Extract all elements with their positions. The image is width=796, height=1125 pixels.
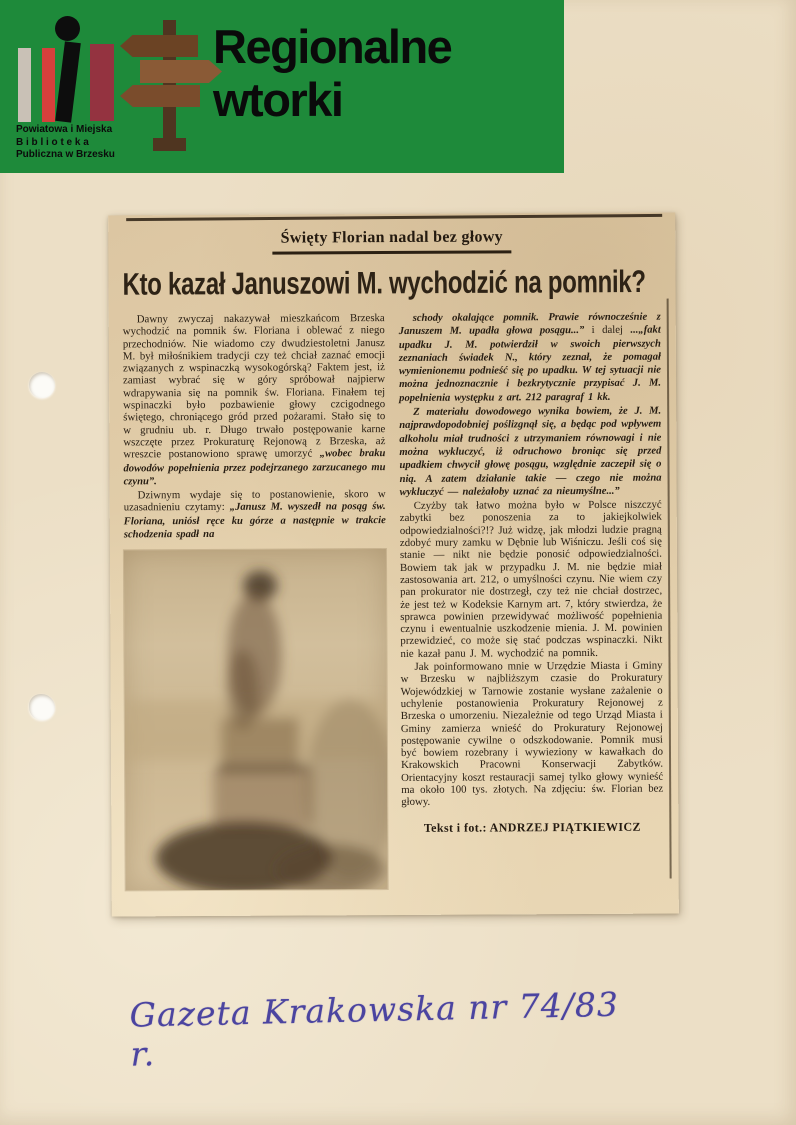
headless-statue-graphic (124, 549, 388, 890)
paragraph-segment: Dawny zwyczaj nakazywał mieszkańcom Brzeska wychodzić na pomnik św. Floriana i oblewać z niego przechodniów. Nie wiadomo czy dwudziestoletni Janusz M. był miłośnikiem tradycji czy też chciał zaznać emocji związanych z wspinaczką wysokogórską? Faktem jest, iż zamiast wybrać się w góry spróbował najpierw wdrapywania się na pomnik św. Floriana. Finałem tej wspinaczki było pozbawienie głowy czcigodnego świętego, chroniącego gród przed pożarami. Stało się to w grudniu ub. r. Długo trwało postępowanie karne wszczęte przez Prokuraturę Rejonową z Brzeska, aż wreszcie postanowiono sprawę umorzyć (122, 312, 386, 461)
banner-title (213, 20, 451, 126)
article-column-right (399, 311, 664, 890)
library-name-line1: Powiatowa i Miejska (16, 124, 113, 135)
column-divider-rule (667, 299, 672, 879)
paragraph-segment: ...„fakt upadku J. M. potwierdził w swoich pierwszych zeznaniach świadek N., który zeznał, że pomagał wymienionemu podnieść się po upadku. W tej sytuacji nie można jednoznacznie i bezkrytycznie przypisać J. M. popełnienia występku z art. 212 paragraf 1 kk. (398, 324, 662, 404)
left-column-text (123, 312, 386, 542)
monument-photo (124, 549, 388, 890)
book-bar-red (42, 48, 55, 122)
clipping-top-rule (126, 214, 662, 221)
article-columns (123, 311, 665, 891)
banner-title-line1: Regionalne (213, 20, 452, 73)
signpost-arrow-left-top (120, 35, 198, 57)
punch-hole-top (29, 372, 55, 398)
article-paragraph (399, 405, 661, 499)
punch-hole-bottom (29, 694, 55, 720)
kicker-row (108, 228, 675, 256)
article-kicker: Święty Florian nadal bez głowy (273, 228, 511, 254)
header-banner (0, 0, 564, 173)
library-name-line2: B i b l i o t e k a (16, 136, 89, 148)
book-bar-dot (55, 16, 80, 41)
paragraph-segment: „wobec braku dowodów popełnienia przez podejrzanego zarzucanego mu czynu”. (123, 448, 386, 488)
handwritten-note: Gazeta Krakowska nr 74/83 r. (129, 984, 620, 1074)
article-paragraph (399, 311, 661, 405)
article-paragraph (400, 499, 663, 660)
paragraph-segment: Dziwnym wydaje się to postanowienie, skoro w uzasadnieniu czytamy: (123, 488, 386, 514)
signpost-base (153, 138, 186, 151)
library-name-line3: Publiczna w Brzesku (16, 149, 115, 160)
article-paragraph (124, 488, 386, 542)
book-bar-black (55, 41, 81, 122)
paragraph-segment: Z materiału dowodowego wynika bowiem, że J. M. najprawdopodobniej poślizgnął się, a będąc pod wpływem alkoholu miał trudności z utrzymaniem równowagi i nie można wykluczyć, iż odruchowo broniąc się przed upadkiem chwycił głowę posągu, względnie zaczepił się o nią. A zatem działanie takie — czego nie można wykluczyć — należałoby uznać za nieumyślne...” (399, 405, 662, 498)
signpost-arrow-right-mid (140, 60, 222, 83)
article-column-left (123, 312, 388, 891)
right-column-text (399, 311, 664, 809)
article-paragraph (123, 312, 386, 489)
paragraph-segment: schody okalające pomnik. Prawie równocześnie z Januszem M. upadła głowa posągu...” (398, 311, 661, 338)
credit-line: Tekst i fot.: ANDRZEJ PIĄTKIEWICZ (423, 819, 641, 835)
signpost-icon (118, 20, 226, 158)
book-bar-maroon (90, 44, 114, 121)
book-bar-gray (18, 48, 31, 122)
article-headline: Kto kazał Januszowi M. wychodzić na pomnik? (122, 264, 646, 303)
paragraph-segment: Czyżby tak łatwo można było w Polsce niszczyć zabytki bez ponoszenia za to jakiejkolwiek odpowiedzialności?!? Już widzę, jak młodzi ludzie pragną zdobyć mury zamku w Dębnie lub Wiśniczu. Jeśli coś się stanie — nikt nie będzie ponosić odpowiedzialności. Bowiem tak jak w przypadku J. M. nie będzie miał zastosowania art. 212, o umyślności czynu. Nie wiem czy pan prokurator nie dostrzegł, czy też nie chciał dostrzec, że jest też w Kodeksie Karnym art. 7, który stwierdza, że sprawca powinien przewidywać możliwość popełnienia czynu i ewentualnie uszkodzenie mienia. J. M. powinien przewidzieć, co może się stać podczas wspinaczki. Nikt nie kazał panu J. M. wychodzić na pomnik. (399, 498, 663, 660)
library-books-icon (16, 16, 126, 122)
paragraph-segment: Jak poinformowano mnie w Urzędzie Miasta i Gminy w Brzesku w najbliższym czasie do Prokuratury Wojewódzkiej w Tarnowie zostanie wysłane zażalenie o uchylenie postanowienia Prokuratury Rejonowej z Brzeska o umorzeniu. Niezależnie od tego Urząd Miasta i Gminy zamierza wnieść do Prokuratury Rejonowej postępowanie cywilne o odszkodowanie. Pomnik musi być bowiem rozebrany i wywieziony w kawałkach do Krakowskich Pracowni Konserwacji Zabytków. Orientacyjny koszt restauracji samej tylko głowy wynieść ma około 100 tys. złotych. Na zdjęciu: św. Florian bez głowy. (400, 659, 664, 809)
signpost-arrow-left-bottom (120, 85, 200, 107)
banner-title-line2: wtorki (213, 73, 343, 126)
paragraph-segment: i dalej (591, 324, 631, 337)
news-clipping (108, 213, 679, 917)
paragraph-segment: „Janusz M. wyszedł na posąg św. Floriana, uniósł ręce ku górze a następnie w trakcie schodzenia spadł na (123, 501, 386, 541)
article-paragraph (401, 660, 664, 809)
